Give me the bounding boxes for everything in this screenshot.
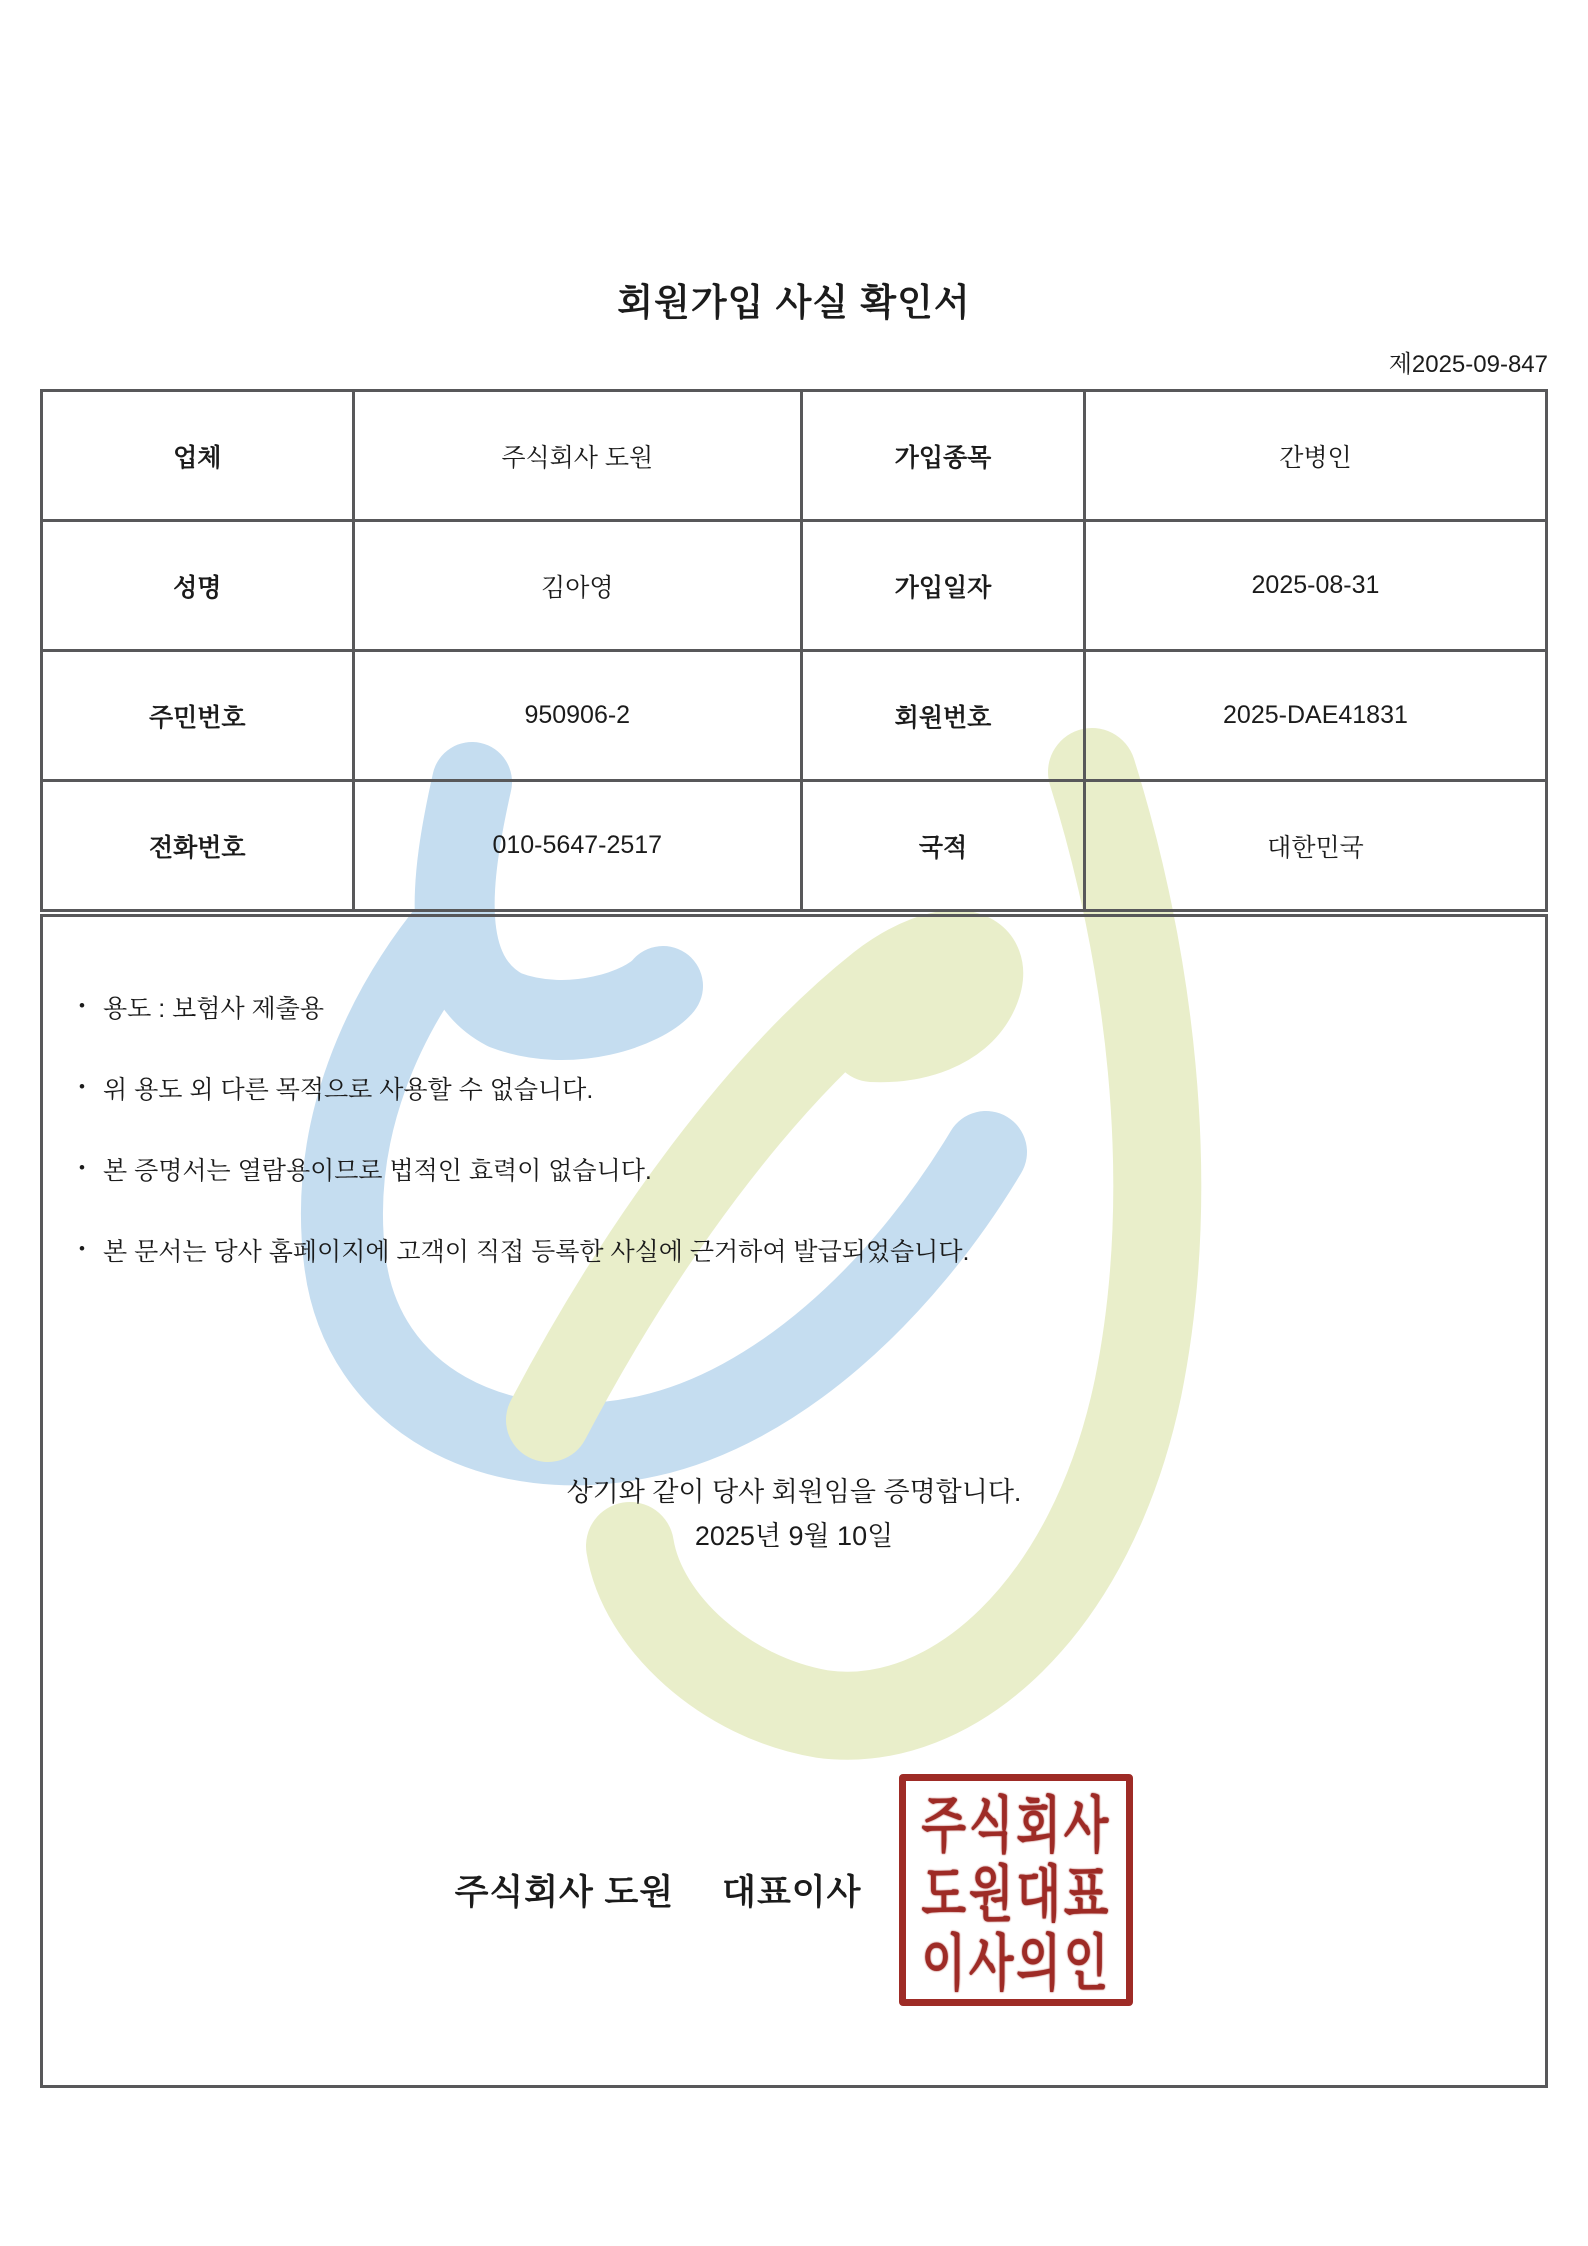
table-row [42, 521, 1547, 651]
member-info-table [40, 389, 1548, 912]
label-cell: 성명 [42, 521, 354, 651]
note-text: 용도 : 보험사 제출용 [103, 995, 324, 1023]
note-item [79, 1151, 1505, 1187]
seal-line: 주식회사 [921, 1790, 1112, 1860]
value-cell: 김아영 [353, 521, 801, 651]
bullet-icon: • [79, 1158, 85, 1177]
label-cell: 회원번호 [802, 651, 1085, 781]
label-cell: 가입종목 [802, 391, 1085, 521]
signature-row [43, 1774, 1545, 2006]
label-cell: 전화번호 [42, 781, 354, 911]
note-item [79, 989, 1505, 1025]
page-title: 회원가입 사실 확인서 [617, 282, 971, 323]
note-item [79, 1070, 1505, 1106]
bullet-icon: • [79, 1077, 85, 1096]
note-text: 본 증명서는 열람용이므로 법적인 효력이 없습니다. [103, 1157, 652, 1185]
issue-date: 2025년 9월 10일 [694, 1521, 894, 1551]
certify-statement [43, 1470, 1545, 1558]
table-row [42, 781, 1547, 911]
certificate-content [40, 0, 1548, 2088]
seal-line: 이사의인 [921, 1928, 1112, 1998]
value-cell: 2025-08-31 [1084, 521, 1546, 651]
statement-line: 상기와 같이 당사 회원임을 증명합니다. [566, 1477, 1022, 1507]
table-row [42, 651, 1547, 781]
label-cell: 업체 [42, 391, 354, 521]
value-cell: 010-5647-2517 [353, 781, 801, 911]
doc-number: 제2025-09-847 [1388, 351, 1548, 378]
value-cell: 950906-2 [353, 651, 801, 781]
signature-text [455, 1865, 862, 1915]
note-item [79, 1232, 1505, 1268]
note-text: 본 문서는 당사 홈페이지에 고객이 직접 등록한 사실에 근거하여 발급되었습니다. [103, 1238, 970, 1266]
value-cell: 2025-DAE41831 [1084, 651, 1546, 781]
corporate-seal [899, 1774, 1133, 2006]
label-cell: 가입일자 [802, 521, 1085, 651]
ceo-title: 대표이사 [722, 1873, 862, 1912]
label-cell: 국적 [802, 781, 1085, 911]
value-cell: 간병인 [1084, 391, 1546, 521]
note-text: 위 용도 외 다른 목적으로 사용할 수 없습니다. [103, 1076, 594, 1104]
value-cell: 주식회사 도원 [353, 391, 801, 521]
label-cell: 주민번호 [42, 651, 354, 781]
table-row [42, 391, 1547, 521]
notes-list [43, 989, 1545, 1268]
certificate-body-box [40, 914, 1548, 2088]
bullet-icon: • [79, 1239, 85, 1258]
value-cell: 대한민국 [1084, 781, 1546, 911]
seal-line: 도원대표 [921, 1859, 1112, 1929]
bullet-icon: • [79, 996, 85, 1015]
company-name: 주식회사 도원 [454, 1873, 675, 1912]
